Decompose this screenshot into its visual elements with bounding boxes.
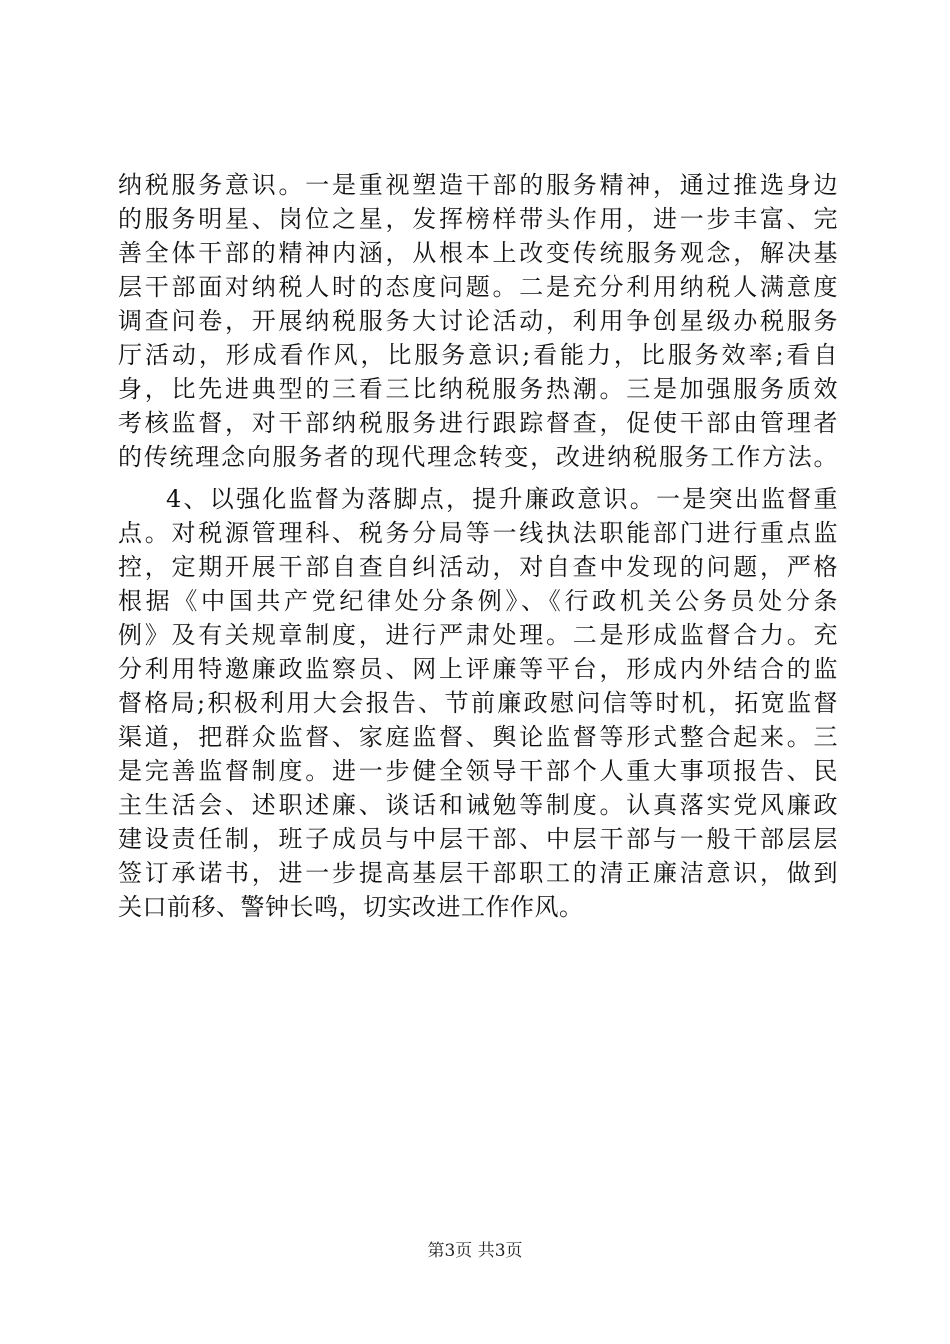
paragraph-tax-service bbox=[118, 168, 838, 474]
text-line: 建设责任制，班子成员与中层干部、中层干部与一般干部层层 bbox=[118, 825, 838, 853]
text-line: 的服务明星、岗位之星，发挥榜样带头作用，进一步丰富、完 bbox=[118, 205, 838, 233]
text-line: 关口前移、警钟长鸣，切实改进工作作风。 bbox=[118, 893, 584, 921]
text-line: 纳税服务意识。一是重视塑造干部的服务精神，通过推选身边 bbox=[118, 171, 838, 199]
text-line: 考核监督，对干部纳税服务进行跟踪督查，促使干部由管理者 bbox=[118, 409, 838, 437]
text-line: 调查问卷，开展纳税服务大讨论活动，利用争创星级办税服务 bbox=[118, 307, 838, 335]
text-line: 厅活动，形成看作风，比服务意识;看能力，比服务效率;看自 bbox=[118, 341, 838, 369]
text-line: 善全体干部的精神内涵，从根本上改变传统服务观念，解决基 bbox=[118, 239, 838, 267]
text-line: 是完善监督制度。进一步健全领导干部个人重大事项报告、民 bbox=[118, 757, 838, 785]
text-line: 控，定期开展干部自查自纠活动，对自查中发现的问题，严格 bbox=[118, 553, 838, 581]
text-line: 督格局;积极利用大会报告、节前廉政慰问信等时机，拓宽监督 bbox=[118, 689, 838, 717]
page-number-footer: 第3页 共3页 bbox=[427, 1241, 523, 1261]
text-line: 例》及有关规章制度，进行严肃处理。二是形成监督合力。充 bbox=[118, 621, 838, 649]
text-line: 层干部面对纳税人时的态度问题。二是充分利用纳税人满意度 bbox=[118, 273, 838, 301]
text-line: 身，比先进典型的三看三比纳税服务热潮。三是加强服务质效 bbox=[118, 375, 838, 403]
text-line: 签订承诺书，进一步提高基层干部职工的清正廉洁意识，做到 bbox=[118, 859, 838, 887]
text-line: 渠道，把群众监督、家庭监督、舆论监督等形式整合起来。三 bbox=[118, 723, 838, 751]
text-line: 根据《中国共产党纪律处分条例》、《行政机关公务员处分条 bbox=[118, 587, 838, 615]
text-line: 分利用特邀廉政监察员、网上评廉等平台，形成内外结合的监 bbox=[118, 655, 838, 683]
text-line: 4、以强化监督为落脚点，提升廉政意识。一是突出监督重 bbox=[166, 485, 838, 513]
text-line: 主生活会、述职述廉、谈话和诫勉等制度。认真落实党风廉政 bbox=[118, 791, 838, 819]
text-line: 点。对税源管理科、税务分局等一线执法职能部门进行重点监 bbox=[118, 519, 838, 547]
text-line: 的传统理念向服务者的现代理念转变，改进纳税服务工作方法。 bbox=[118, 443, 838, 471]
paragraph-supervision bbox=[118, 482, 838, 924]
